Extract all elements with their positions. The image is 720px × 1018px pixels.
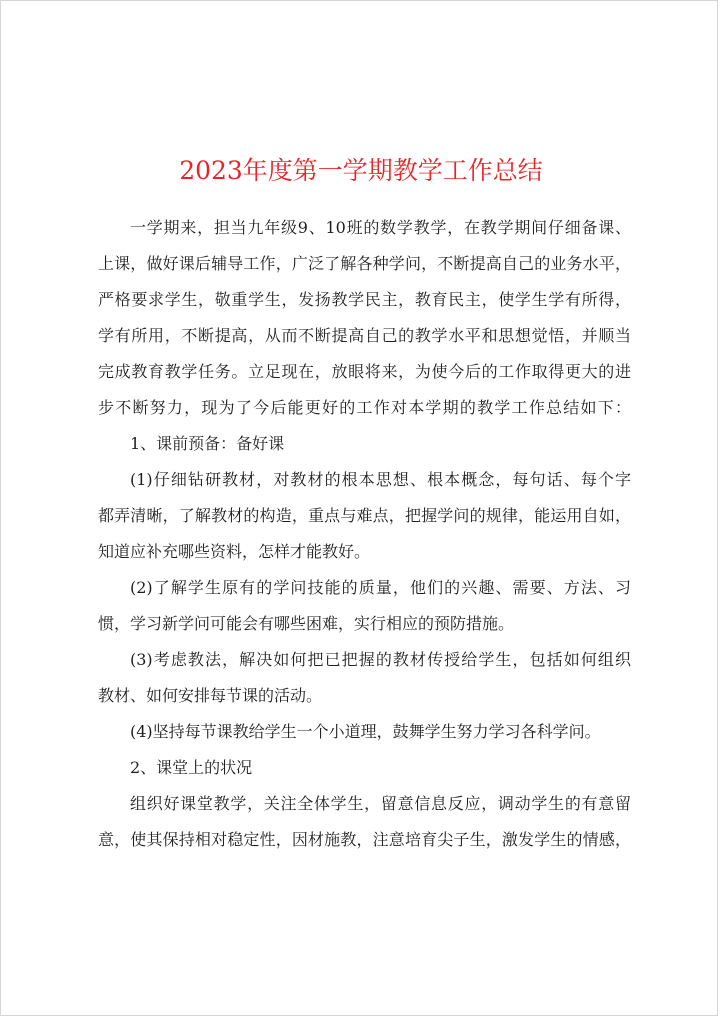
text-line: 知道应补充哪些资料，怎样才能教好。: [98, 542, 371, 561]
text-line: 上课，做好课后辅导工作，广泛了解各种学问，不断提高自己的业务水平，: [98, 254, 631, 273]
text-line: 完成教育教学任务。立足现在，放眼将来，为使今后的工作取得更大的进: [98, 362, 631, 381]
text-line: 一学期来，担当九年级9、10班的数学教学，在教学期间仔细备课、: [130, 218, 631, 237]
text-line: 严格要求学生，敬重学生，发扬教学民主，教育民主，使学生学有所得，: [98, 290, 631, 309]
text-line: 学有所用，不断提高，从而不断提高自己的教学水平和思想觉悟，并顺当: [98, 326, 631, 345]
section-heading: 1、课前预备：备好课: [130, 434, 285, 453]
section-heading: 2、课堂上的状况: [130, 758, 253, 777]
text-line: 都弄清晰，了解教材的构造，重点与难点，把握学问的规律，能运用自如，: [98, 506, 631, 525]
text-line: 惯，学习新学问可能会有哪些困难，实行相应的预防措施。: [98, 614, 515, 633]
document-body: [98, 210, 631, 858]
text-line: 意，使其保持相对稳定性，因材施教，注意培育尖子生，激发学生的情感，: [98, 830, 631, 849]
text-line: (4)坚持每节课教给学生一个小道理，鼓舞学生努力学习各科学问。: [130, 722, 601, 741]
text-line: (3)考虑教法，解决如何把已把握的教材传授给学生，包括如何组织: [130, 650, 631, 669]
document-title: 2023年度第一学期教学工作总结: [179, 156, 543, 185]
text-line: 组织好课堂教学，关注全体学生，留意信息反应，调动学生的有意留: [130, 794, 631, 813]
text-line: (1)仔细钻研教材，对教材的根本思想、根本概念，每句话、每个字: [130, 470, 631, 489]
text-line: 教材、如何安排每节课的活动。: [98, 686, 323, 705]
text-line: (2)了解学生原有的学问技能的质量，他们的兴趣、需要、方法、习: [130, 578, 631, 597]
text-line: 步不断努力，现为了今后能更好的工作对本学期的教学工作总结如下：: [98, 398, 631, 417]
